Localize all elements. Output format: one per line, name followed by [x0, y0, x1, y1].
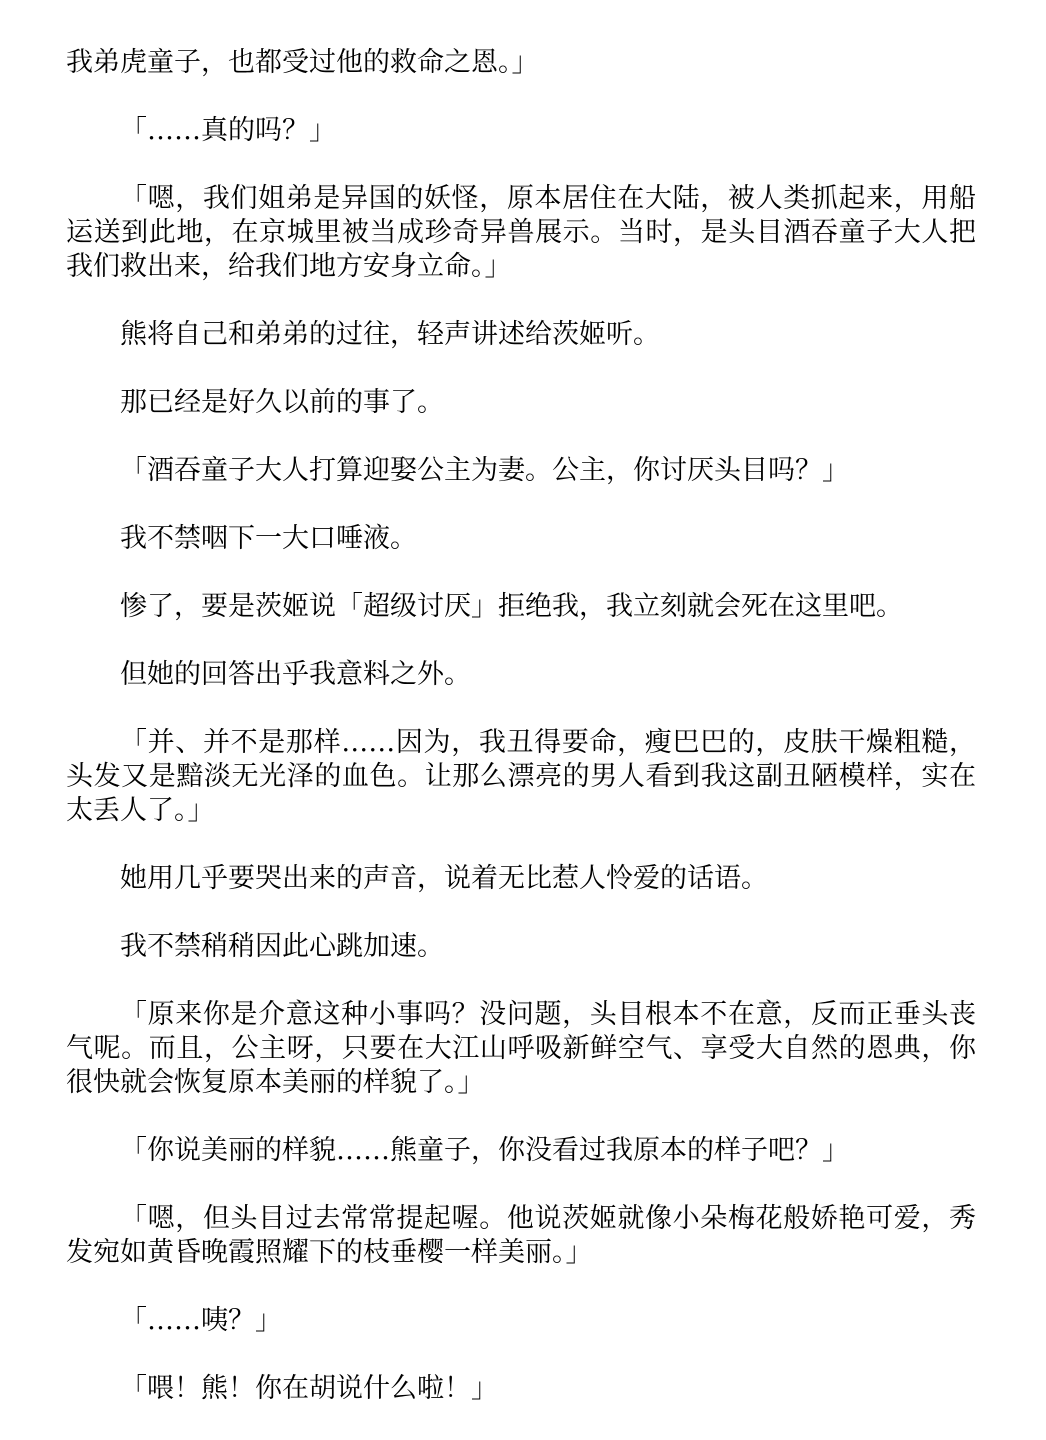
dialogue-paragraph: 「原来你是介意这种小事吗？没问题，头目根本不在意，反而正垂头丧气呢。而且，公主呀，只要在大江山呼吸新鲜空气、享受大自然的恩典，你很快就会恢复原本美丽的样貌了。」 — [66, 999, 976, 1098]
dialogue-paragraph: 「……咦？」 — [120, 1305, 282, 1336]
dialogue-paragraph: 「你说美丽的样貌……熊童子，你没看过我原本的样子吧？」 — [120, 1135, 849, 1166]
narration-paragraph: 但她的回答出乎我意料之外。 — [120, 659, 471, 690]
dialogue-paragraph: 「嗯，我们姐弟是异国的妖怪，原本居住在大陆，被人类抓起来，用船运送到此地，在京城里被当成珍奇异兽展示。当时，是头目酒吞童子大人把我们救出来，给我们地方安身立命。」 — [66, 183, 976, 282]
narration-paragraph: 那已经是好久以前的事了。 — [120, 387, 444, 418]
paragraph-continuation: 我弟虎童子，也都受过他的救命之恩。」 — [66, 47, 539, 78]
dialogue-paragraph: 「……真的吗？」 — [120, 115, 336, 146]
dialogue-paragraph: 「酒吞童子大人打算迎娶公主为妻。公主，你讨厌头目吗？」 — [120, 455, 849, 486]
dialogue-paragraph: 「嗯，但头目过去常常提起喔。他说茨姬就像小朵梅花般娇艳可爱，秀发宛如黄昏晚霞照耀下的枝垂樱一样美丽。」 — [66, 1203, 976, 1268]
narration-paragraph: 她用几乎要哭出来的声音，说着无比惹人怜爱的话语。 — [120, 863, 768, 894]
narration-paragraph: 惨了，要是茨姬说「超级讨厌」拒绝我，我立刻就会死在这里吧。 — [120, 591, 903, 622]
narration-paragraph: 我不禁咽下一大口唾液。 — [120, 523, 417, 554]
narration-paragraph: 我不禁稍稍因此心跳加速。 — [120, 931, 444, 962]
novel-page — [66, 46, 976, 1440]
narration-paragraph: 熊将自己和弟弟的过往，轻声讲述给茨姬听。 — [120, 319, 660, 350]
dialogue-paragraph: 「喂！熊！你在胡说什么啦！」 — [120, 1373, 498, 1404]
dialogue-paragraph: 「并、并不是那样……因为，我丑得要命，瘦巴巴的，皮肤干燥粗糙，头发又是黯淡无光泽的血色。让那么漂亮的男人看到我这副丑陋模样，实在太丢人了。」 — [66, 727, 976, 826]
